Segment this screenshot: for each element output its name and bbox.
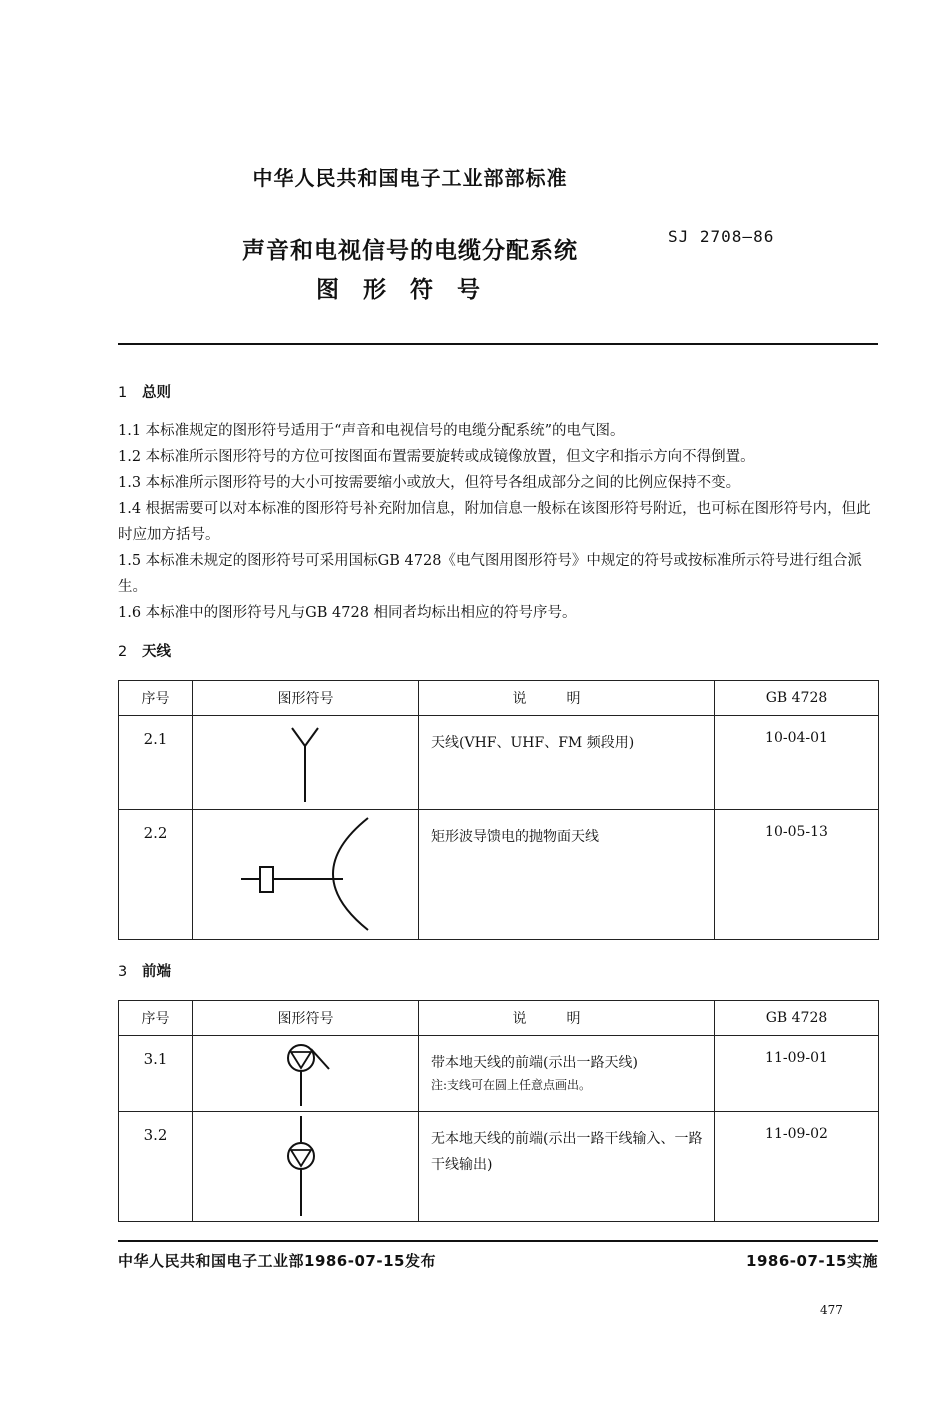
header-gb: GB 4728 (715, 1001, 879, 1036)
table-row (119, 716, 879, 810)
effective-date: 1986-07-15实施 (746, 1252, 878, 1270)
table-row (119, 810, 879, 940)
section-heading-general (118, 381, 171, 402)
standard-code: SJ 2708—86 (668, 227, 775, 246)
header-gb: GB 4728 (715, 681, 879, 716)
header-desc: 说明 (419, 1001, 715, 1036)
document-title: 声音和电视信号的电缆分配系统 (242, 238, 578, 264)
section-heading-headend (118, 960, 171, 981)
header-desc: 说明 (419, 681, 715, 716)
page-number: 477 (820, 1303, 843, 1317)
header-symbol: 图形符号 (193, 681, 419, 716)
clause-1-2: 1.2 本标准所示图形符号的方位可按图面布置需要旋转或成镜像放置，但文字和指示方向不得倒置。 (118, 449, 755, 465)
row-description: 无本地天线的前端(示出一路干线输入、一路干线输出) (419, 1112, 715, 1222)
issue-date: 中华人民共和国电子工业部1986-07-15发布 (118, 1252, 436, 1270)
row-number: 2.2 (119, 810, 193, 940)
row-description: 天线(VHF、UHF、FM 频段用) (419, 716, 715, 810)
row-description: 矩形波导馈电的抛物面天线 (419, 810, 715, 940)
clause-1-5: 1.5 本标准未规定的图形符号可采用国标GB 4728《电气图用图形符号》中规定的符号或按标准所示符号进行组合派生。 (118, 553, 862, 595)
description-text: 带本地天线的前端(示出一路天线) (431, 1055, 638, 1071)
antenna-symbol-table (118, 680, 879, 940)
row-number: 2.1 (119, 716, 193, 810)
table-row (119, 1036, 879, 1112)
section-number: 1 (118, 385, 128, 401)
row-gb-code: 10-05-13 (715, 810, 879, 940)
clause-1-6: 1.6 本标准中的图形符号凡与GB 4728 相同者均标出相应的符号序号。 (118, 605, 577, 621)
header-num: 序号 (119, 1001, 193, 1036)
section-number: 3 (118, 964, 128, 980)
parabolic-antenna-symbol (193, 810, 419, 940)
ministry-standard-title: 中华人民共和国电子工业部部标准 (252, 166, 568, 190)
row-gb-code: 11-09-01 (715, 1036, 879, 1112)
header-symbol: 图形符号 (193, 1001, 419, 1036)
clause-1-1: 1.1 本标准规定的图形符号适用于“声音和电视信号的电缆分配系统”的电气图。 (118, 423, 625, 439)
section-number: 2 (118, 644, 128, 660)
table-header-row (119, 1001, 879, 1036)
clause-1-3: 1.3 本标准所示图形符号的大小可按需要缩小或放大，但符号各组成部分之间的比例应保持不变。 (118, 475, 741, 491)
row-description (419, 1036, 715, 1112)
row-number: 3.1 (119, 1036, 193, 1112)
table-row (119, 1112, 879, 1222)
headend-symbol-table (118, 1000, 879, 1222)
table-header-row (119, 681, 879, 716)
footer-rule (118, 1240, 878, 1242)
description-note: 注:支线可在圆上任意点画出。 (431, 1078, 592, 1092)
section-title: 天线 (142, 644, 171, 660)
antenna-symbol (193, 716, 419, 810)
headend-without-antenna-symbol (193, 1112, 419, 1222)
headend-with-antenna-symbol (193, 1036, 419, 1112)
row-number: 3.2 (119, 1112, 193, 1222)
section-title: 前端 (142, 964, 171, 980)
document-subtitle: 图形符号 (316, 277, 504, 303)
section-heading-antenna (118, 640, 171, 661)
header-num: 序号 (119, 681, 193, 716)
row-gb-code: 11-09-02 (715, 1112, 879, 1222)
clause-1-4: 1.4 根据需要可以对本标准的图形符号补充附加信息，附加信息一般标在该图形符号附近，也可标在图形符号内，但此时应加方括号。 (118, 501, 871, 543)
section-title: 总则 (142, 385, 171, 401)
header-rule (118, 343, 878, 345)
row-gb-code: 10-04-01 (715, 716, 879, 810)
